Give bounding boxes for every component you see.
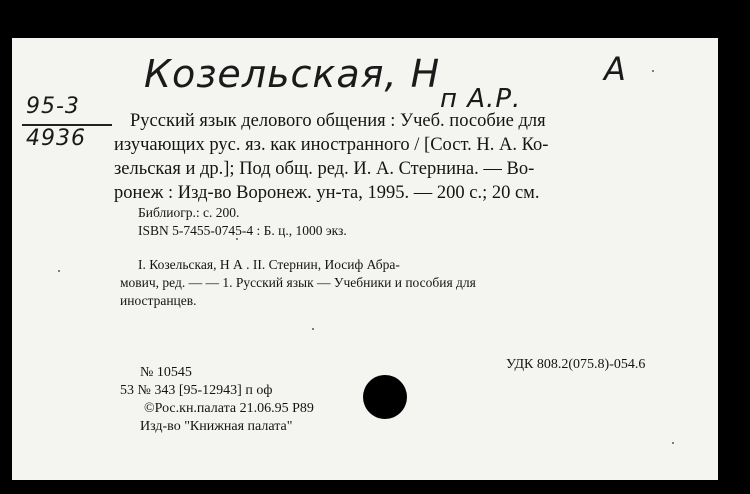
handwritten-author: Козельская, Н xyxy=(144,52,441,96)
udc-code: УДК 808.2(075.8)-054.6 xyxy=(506,357,646,372)
ink-blot xyxy=(363,375,407,419)
record-line-4: ронеж : Изд-во Воронеж. ун-та, 1995. — 200 с.; 20 см. xyxy=(114,183,540,203)
handwritten-corner-mark: А xyxy=(604,50,627,88)
speck xyxy=(312,328,314,330)
catalog-card xyxy=(12,38,718,480)
shelfmark-bottom: 4936 xyxy=(26,126,86,151)
speck xyxy=(58,270,60,272)
record-line-1: Русский язык делового общения : Учеб. пособие для xyxy=(130,111,546,131)
handwritten-initials: п А.Р. xyxy=(440,84,522,114)
order-line: 53 № 343 [95-12943] п оф xyxy=(120,383,273,398)
publisher-line: Изд-во "Книжная палата" xyxy=(140,419,293,434)
bibliography-note: Библиогр.: с. 200. xyxy=(138,205,240,220)
record-line-2: изучающих рус. яз. как иностранного / [Сост. Н. А. Ко- xyxy=(114,135,549,155)
tracing-line-1: I. Козельская, Н А . II. Стернин, Иосиф Абра- xyxy=(138,257,400,272)
record-line-3: зельская и др.]; Под общ. ред. И. А. Стернина. — Во- xyxy=(114,159,535,179)
speck xyxy=(236,238,238,240)
isbn-line: ISBN 5-7455-0745-4 : Б. ц., 1000 экз. xyxy=(138,223,347,238)
tracing-line-2: мович, ред. — — 1. Русский язык — Учебники и пособия для xyxy=(120,275,476,290)
tracing-line-3: иностранцев. xyxy=(120,293,197,308)
speck xyxy=(672,442,674,444)
shelfmark-top: 95-3 xyxy=(26,94,80,119)
speck xyxy=(652,70,654,72)
card-number: № 10545 xyxy=(140,365,192,380)
copyright-line: ©Рос.кн.палата 21.06.95 Р89 xyxy=(144,401,314,416)
